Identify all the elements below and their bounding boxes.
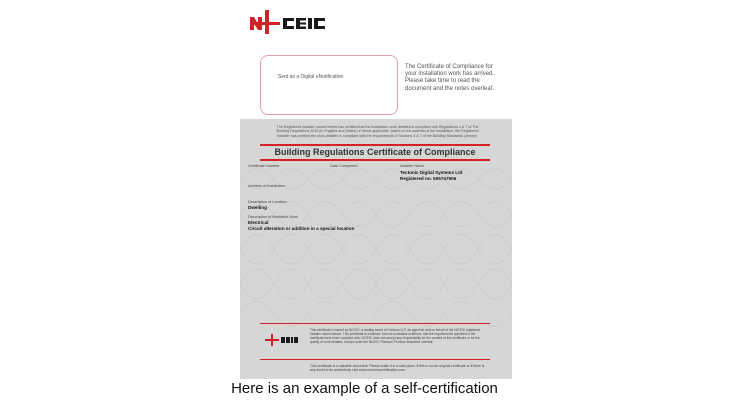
title-rule-bottom (260, 159, 490, 161)
intro-text: The Certificate of Compliance for your installation work has arrived. Please take time to read the document and the notes overleaf. (405, 64, 495, 92)
date-completed-label: Date Completed (330, 164, 358, 168)
footer-rule-bottom (260, 359, 490, 360)
location-label: Description of Location (248, 200, 287, 204)
installer-registration: Registered no. 605747906 (400, 176, 457, 181)
installer-name-label: Installer Name (400, 164, 425, 168)
location-value: Dwelling (248, 205, 267, 210)
certificate-title: Building Regulations Certificate of Compliance (274, 147, 476, 157)
certificate-header-note: The Registered Installer named below has certified that the installation work detailed is compliant with Regulations 4 & 7 of The Building Regulations 2010 (in England and Wales) or where applicable, based on the address of the installation, the Registered Installer has certified the work detailed is compliant with the requirements of Sections 5 & 7 of the Building Standards (Jersey). (276, 125, 479, 138)
certificate-page (240, 119, 512, 379)
title-rule-top (260, 144, 490, 146)
work-type-value: Electrical (248, 220, 269, 225)
envelope-window (260, 55, 398, 115)
address-label: Address of Installation (248, 184, 286, 188)
installer-company: Tectonic Digital Systems Ltd (400, 170, 463, 175)
valuable-document-note: This certificate is a valuable document. Please retain it in a safe place. If this is not an original certificate or if there is any doubt to its authenticity visit www.checkmycertification.com (310, 364, 485, 373)
notifiable-work-label: Description of Notifiable Work (248, 215, 298, 219)
niceic-logo (250, 10, 332, 34)
caption: Here is an example of a self-certification (231, 380, 498, 397)
work-detail-value: Circuit alteration or addition in a special location (248, 226, 355, 231)
envelope-window-text: Sent as a Digital eNotification (278, 74, 344, 80)
issue-note: This certificate is issued by NICEIC, a trading brand of Certsure LLP, as agent for and on behalf of the NICEIC registered installer named above. This certificate is evidence, but not conclusive evidence, that the requirements specified in the certificate have been complied with. NICEIC does not accept any responsibility for the content of this certificate or for the quality of work detailed, except under the NICEIC Platinum Promise described overleaf. (310, 328, 481, 344)
certificate-number-label: Certificate Number (248, 164, 280, 168)
footer-rule-top (260, 323, 490, 324)
niceic-footer-logo (265, 334, 299, 346)
